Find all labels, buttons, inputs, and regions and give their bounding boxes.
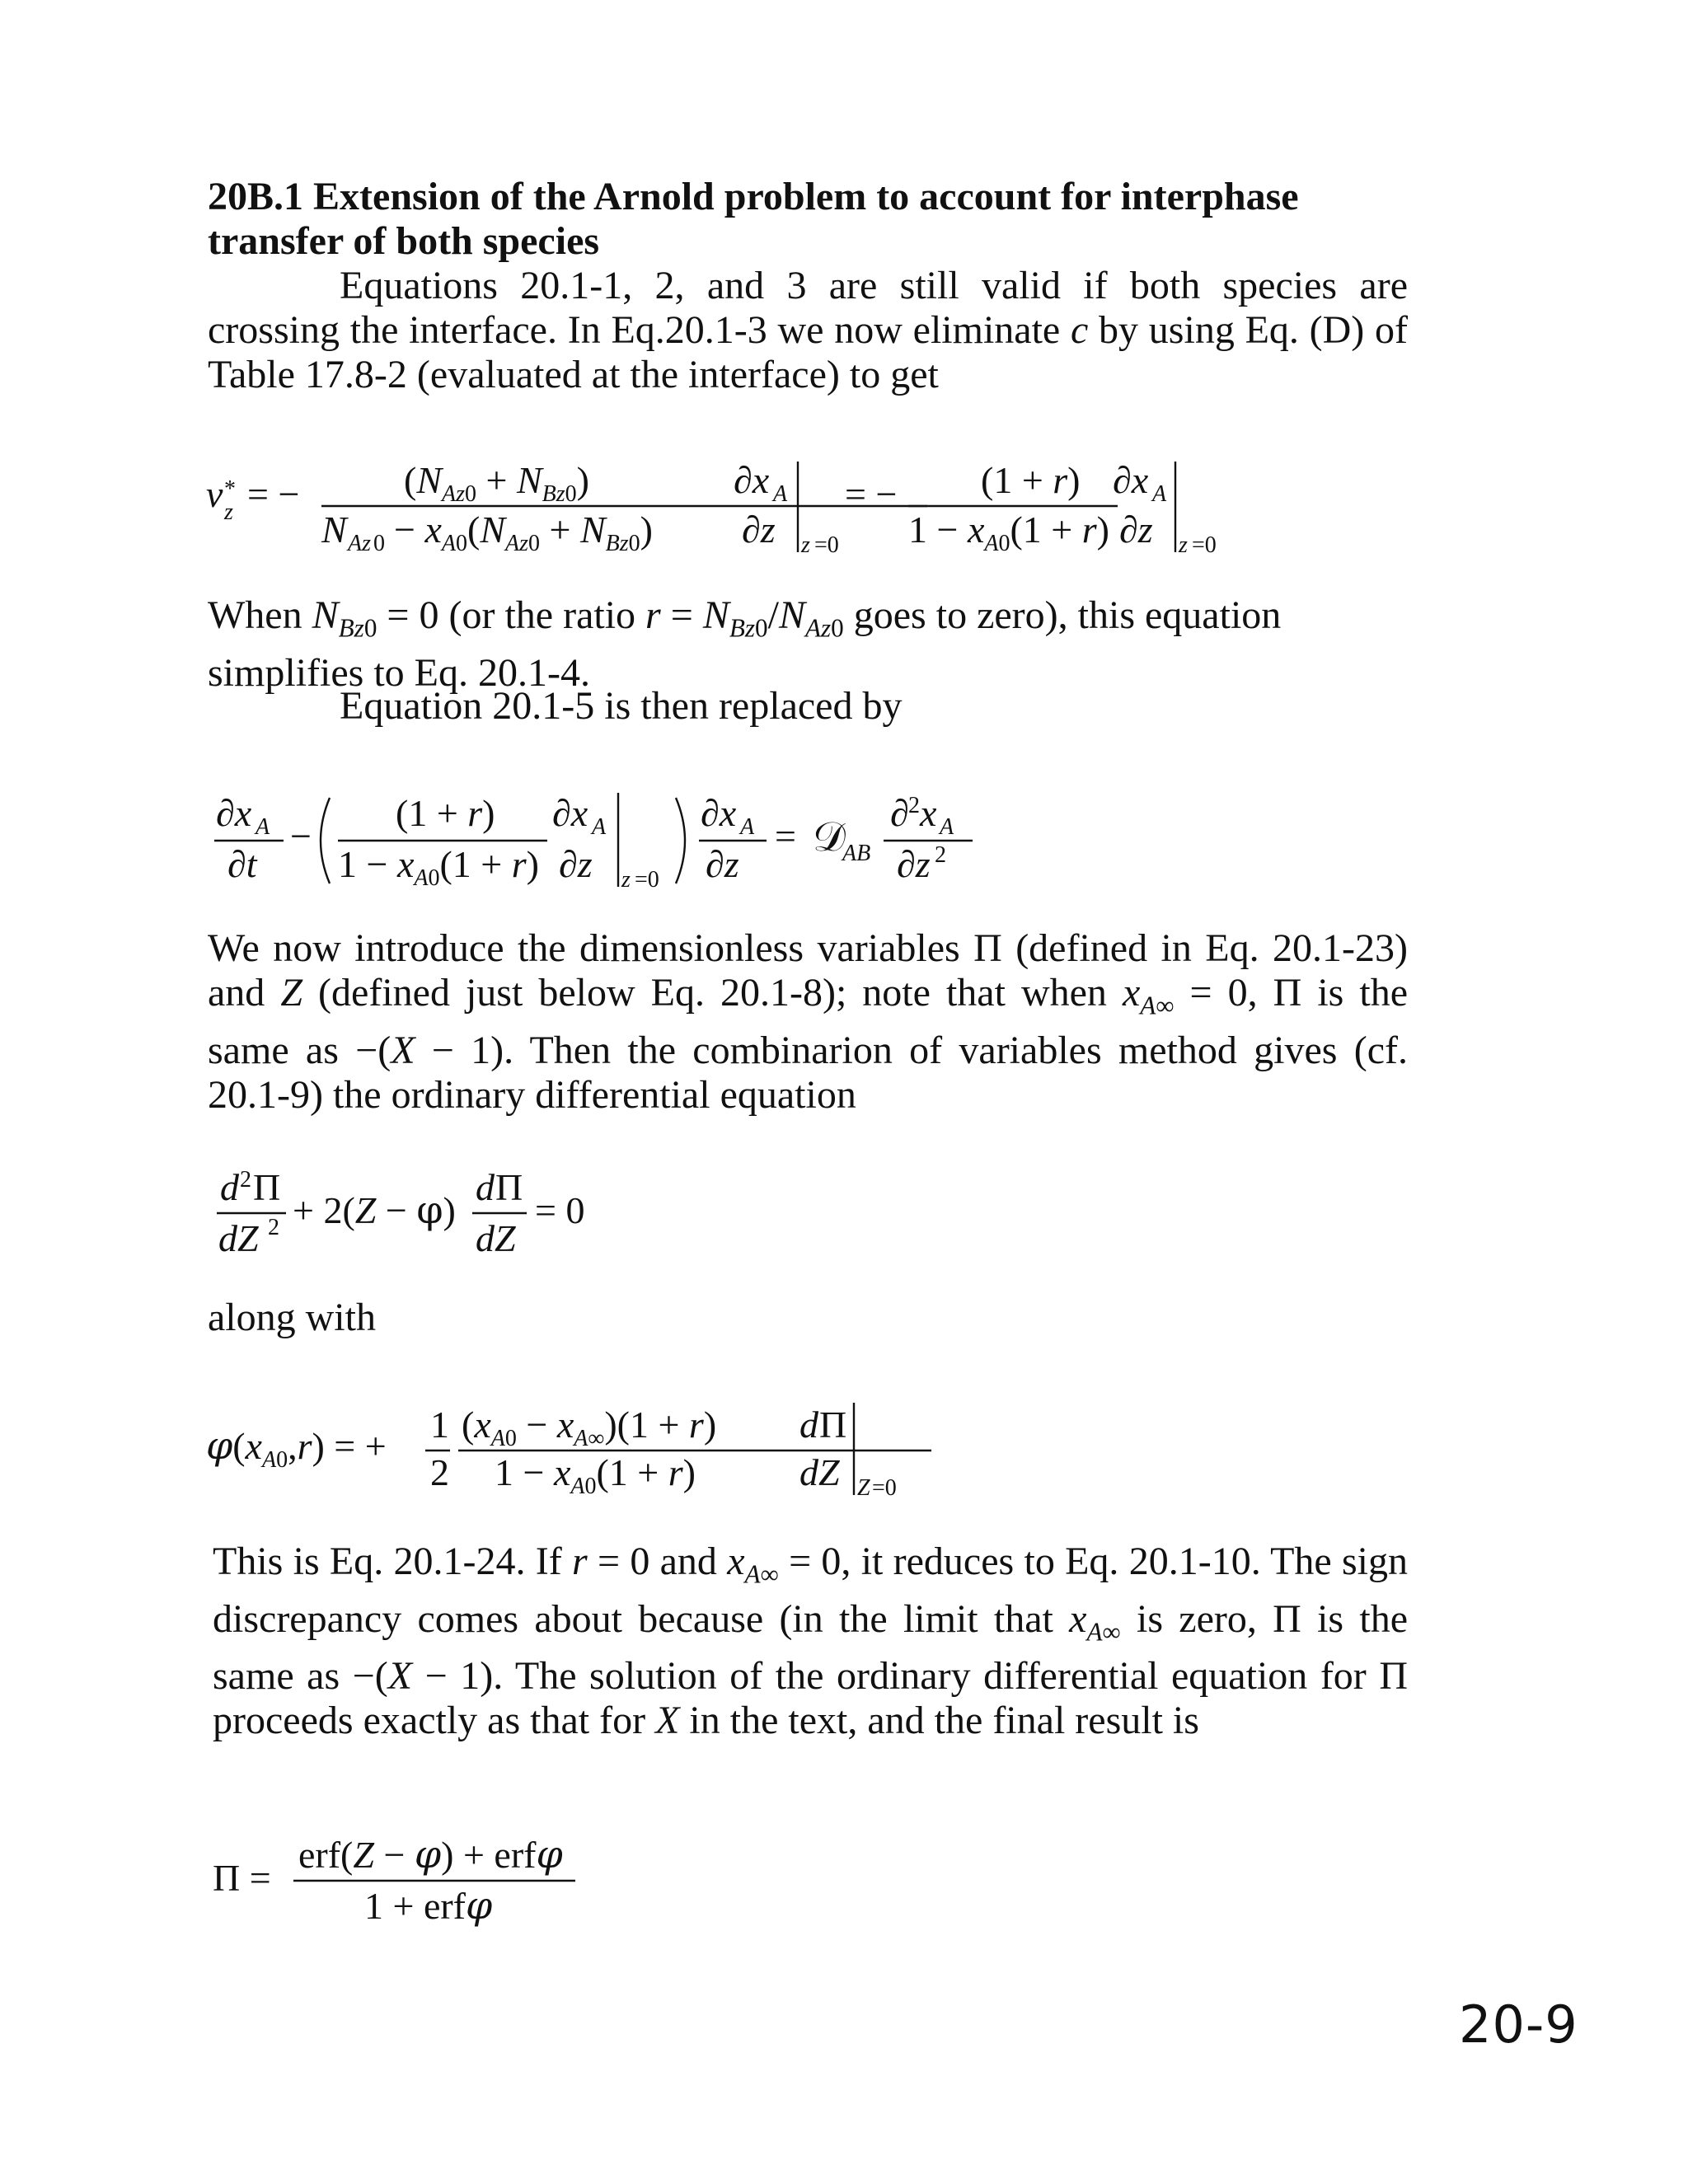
- svg-text:∂z: ∂z: [559, 843, 593, 885]
- equation-pde: [206, 775, 1113, 907]
- svg-text:z: z: [621, 867, 631, 893]
- svg-text:dZ: dZ: [799, 1451, 840, 1493]
- svg-text:A: A: [592, 814, 607, 840]
- svg-text:=0: =0: [635, 867, 659, 893]
- svg-text:(1 + r): (1 + r): [981, 459, 1081, 501]
- svg-text:∂z: ∂z: [706, 843, 739, 885]
- heading-line2: transfer of both species: [208, 219, 600, 263]
- paragraph-dimensionless: We now introduce the dimensionless variables Π (defined in Eq. 20.1-23) and Z (defined just below Eq. 20.1-8); note that when $x_{A\infty} = 0$, Π is the same as −(X − 1). Then the combinarion of variables method gives (cf. 20.1-9) the ordinary differential equation: [208, 926, 1409, 1117]
- svg-text:= −: = −: [845, 473, 898, 515]
- svg-text:= 0: = 0: [535, 1189, 585, 1231]
- svg-text:∂z: ∂z: [897, 843, 931, 885]
- svg-text:Π: Π: [495, 1166, 523, 1208]
- svg-text:∂: ∂: [890, 792, 909, 834]
- svg-text:2: 2: [908, 793, 920, 818]
- svg-text:d: d: [476, 1166, 495, 1208]
- paragraph-result: This is Eq. 20.1-24. If r = 0 and $x_{A\infty} = 0$, it reduces to Eq. 20.1-10. The sign discrepancy comes about because (in the limit that $x_{A\infty}$ is zero, Π is the same as −(X − 1). The solution of the ordinary differential equation for Π proceeds exactly as that for X in the text, and the final result is: [213, 1540, 1409, 1743]
- svg-text:z: z: [801, 532, 810, 558]
- svg-text:1 − xA0(1 + r): $1 - x_A0(1 + r)$: [338, 843, 539, 891]
- svg-text:v: v: [206, 473, 223, 515]
- svg-text:∂z: ∂z: [1119, 509, 1153, 551]
- equation-ode: [210, 1162, 639, 1278]
- svg-text:1 + erfφ: 1 + erfφ: [364, 1883, 493, 1928]
- svg-text:A: A: [1152, 481, 1167, 507]
- section-heading: [208, 175, 1408, 264]
- svg-text:0: 0: [373, 531, 385, 556]
- svg-text:N: N: [321, 509, 347, 551]
- page-number: 20-9: [1459, 1994, 1578, 2055]
- svg-text:(NAz0 + NBz0): $(N_{Az}0 + N_{Bz}0)$: [404, 459, 589, 507]
- svg-text:𝒟: 𝒟: [813, 813, 846, 860]
- svg-text:φ(xA0,r) = +: $\varphi(x_A0,r)$ = +: [206, 1423, 387, 1473]
- svg-text:∂x: ∂x: [552, 792, 588, 834]
- svg-text:∂t: ∂t: [227, 843, 257, 885]
- svg-text:+ 2(Z − φ): + 2(Z − φ): [293, 1188, 456, 1232]
- svg-text:*: *: [224, 476, 236, 502]
- svg-text:− xA0(NAz0 + NBz0): − $x_A0(N_{Az}0 + N_{Bz}0)$: [394, 509, 653, 556]
- svg-text:d: d: [220, 1166, 239, 1208]
- svg-text:d: d: [799, 1404, 818, 1446]
- svg-text:(xA0 − xA∞)(1 + r): $(x_A0 - x_A\infty)(1 + r)$: [462, 1404, 717, 1451]
- svg-text:A: A: [940, 814, 954, 840]
- heading-number: 20B.1: [208, 175, 304, 218]
- svg-text:A: A: [740, 814, 755, 840]
- paragraph-along-with: along with: [208, 1296, 376, 1339]
- svg-text:=0: =0: [814, 532, 839, 558]
- svg-text:−: −: [290, 815, 312, 857]
- svg-text:AB: AB: [842, 841, 871, 866]
- svg-text:2: 2: [935, 842, 946, 868]
- svg-text:∂x: ∂x: [216, 792, 252, 834]
- svg-text:z: z: [224, 499, 233, 525]
- svg-text:erf(Z − φ) + erfφ: erf(Z − φ) + erfφ: [298, 1832, 563, 1877]
- svg-text:∂x: ∂x: [1113, 459, 1149, 501]
- svg-text:1 − xA0(1 + r): $1 - x_A0(1 + r)$: [908, 509, 1109, 556]
- paragraph-replaced: Equation 20.1-5 is then replaced by: [340, 684, 903, 728]
- svg-text:Π =: Π =: [213, 1857, 271, 1899]
- svg-text:=0: =0: [872, 1475, 897, 1501]
- svg-text:∂z: ∂z: [742, 509, 776, 551]
- svg-text:Az: Az: [348, 531, 371, 556]
- svg-text:Z: Z: [857, 1475, 870, 1501]
- svg-text:(1 + r): (1 + r): [396, 792, 495, 834]
- svg-text:dZ: dZ: [476, 1217, 516, 1259]
- svg-text:Π: Π: [819, 1404, 847, 1446]
- svg-text:2: 2: [240, 1167, 251, 1193]
- svg-text:z: z: [1179, 532, 1188, 558]
- svg-text:1: 1: [430, 1404, 449, 1446]
- svg-text:=0: =0: [1192, 532, 1217, 558]
- svg-text:∂x: ∂x: [701, 792, 737, 834]
- equation-phi: [206, 1385, 948, 1517]
- equation-final: [213, 1821, 641, 1946]
- svg-text:dZ: dZ: [218, 1217, 259, 1259]
- svg-text:=: =: [775, 815, 796, 857]
- svg-text:2: 2: [268, 1215, 279, 1240]
- svg-text:A: A: [773, 481, 788, 507]
- heading-line1: Extension of the Arnold problem to account for interphase: [313, 175, 1299, 218]
- svg-text:2: 2: [430, 1451, 449, 1493]
- svg-text:= −: = −: [247, 473, 300, 515]
- svg-text:A: A: [256, 814, 270, 840]
- svg-text:∂x: ∂x: [734, 459, 770, 501]
- paragraph-intro: Equations 20.1-1, 2, and 3 are still valid if both species are crossing the interface. In Eq.20.1-3 we now eliminate c by using Eq. (D) of Table 17.8-2 (evaluated at the interface) to get: [208, 264, 1409, 396]
- equation-vz: [206, 437, 1278, 569]
- svg-text:Π: Π: [253, 1166, 281, 1208]
- svg-text:1 − xA0(1 + r): $1 - x_A0(1 + r)$: [495, 1451, 696, 1499]
- svg-text:x: x: [920, 792, 937, 834]
- paragraph-limit: When $N_{Bz0} = 0$ (or the ratio $r = N_{Bz0}/N_{Az0}$ goes to zero), this equation simplifies to Eq. 20.1-4.: [208, 593, 1282, 695]
